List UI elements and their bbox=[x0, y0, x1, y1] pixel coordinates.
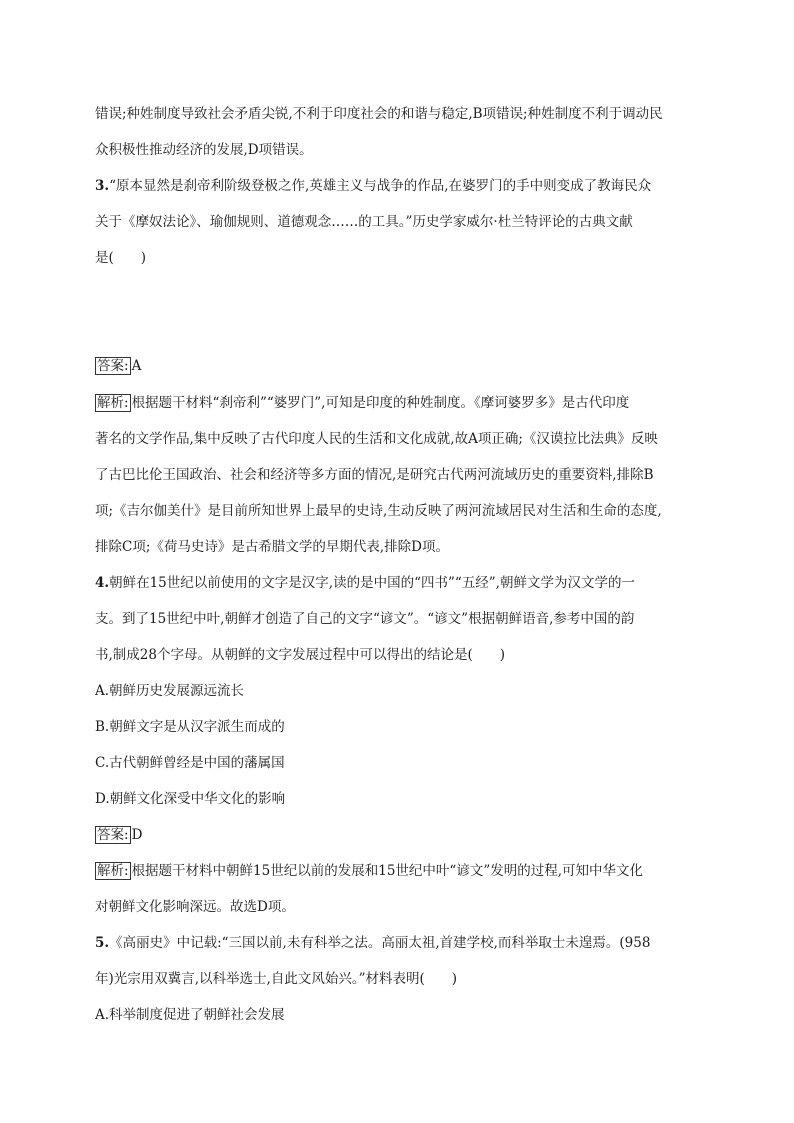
analysis-text: 根据题干材料“刹帝利”“婆罗门”,可知是印度的种姓制度。《摩诃婆罗多》是古代印度 bbox=[131, 395, 630, 411]
question-4-option-c[interactable]: C.古代朝鲜曾经是中国的藩属国 bbox=[95, 755, 285, 771]
answer-value: A bbox=[131, 358, 142, 374]
question-4-stem-line-2: 支。到了15世纪中叶,朝鲜才创造了自己的文字“谚文”。“谚文”根据朝鲜语音,参考中国的韵 bbox=[95, 611, 635, 627]
analysis-label: 解析: bbox=[97, 395, 129, 411]
question-number: 5. bbox=[95, 935, 110, 951]
question-3-stem-line-1 bbox=[95, 176, 705, 196]
analysis-continuation-line-1: 错误;种姓制度导致社会矛盾尖锐,不利于印度社会的和谐与稳定,B项错误;种姓制度不利于调动民 bbox=[95, 106, 663, 122]
stem-text: “原本显然是刹帝利阶级登极之作,英雄主义与战争的作品,在婆罗门的手中则变成了教诲民众 bbox=[109, 178, 652, 194]
question-4-option-d[interactable]: D.朝鲜文化深受中华文化的影响 bbox=[95, 791, 286, 807]
analysis-label: 解析: bbox=[97, 863, 129, 879]
question-4-answer bbox=[95, 825, 705, 845]
answer-label: 答案: bbox=[97, 358, 129, 374]
question-3-analysis-line-5: 排除C项;《荷马史诗》是古希腊文学的早期代表,排除D项。 bbox=[95, 539, 449, 555]
answer-label: 答案: bbox=[97, 827, 129, 843]
answer-value: D bbox=[131, 827, 143, 843]
question-3-analysis-line-2: 著名的文学作品,集中反映了古代印度人民的生活和文化成就,故A项正确;《汉谟拉比法典》反映 bbox=[95, 431, 658, 447]
question-4-analysis-line-2: 对朝鲜文化影响深远。故选D项。 bbox=[95, 899, 295, 915]
question-4-stem-line-3: 书,制成28个字母。从朝鲜的文字发展过程中可以得出的结论是( ) bbox=[95, 647, 506, 663]
question-5-option-a[interactable]: A.科举制度促进了朝鲜社会发展 bbox=[95, 1007, 285, 1023]
question-number: 4. bbox=[95, 575, 110, 591]
stem-text: 《高丽史》中记载:“三国以前,未有科举之法。高丽太祖,首建学校,而科举取士未遑焉。(958 bbox=[109, 935, 651, 951]
question-number: 3. bbox=[95, 178, 110, 194]
question-4-option-a[interactable]: A.朝鲜历史发展源远流长 bbox=[95, 683, 245, 699]
stem-text: 朝鲜在15世纪以前使用的文字是汉字,读的是中国的“四书”“五经”,朝鲜文学为汉文学的一 bbox=[109, 575, 635, 591]
question-4-option-b[interactable]: B.朝鲜文字是从汉字派生而成的 bbox=[95, 719, 285, 735]
question-3-analysis-line-3: 了古巴比伦王国政治、社会和经济等多方面的情况,是研究古代两河流域历史的重要资料,排除B bbox=[95, 467, 654, 483]
analysis-continuation-line-2: 众积极性推动经济的发展,D项错误。 bbox=[95, 142, 313, 158]
analysis-text: 根据题干材料中朝鲜15世纪以前的发展和15世纪中叶“谚文”发明的过程,可知中华文化 bbox=[131, 863, 644, 879]
question-4-stem-line-1 bbox=[95, 573, 705, 593]
question-4-analysis-line-1 bbox=[95, 861, 705, 881]
question-3-analysis-line-1 bbox=[95, 393, 705, 413]
question-3-stem-line-2: 关于《摩奴法论》、瑜伽规则、道德观念……的工具。”历史学家威尔·杜兰特评论的古典文献 bbox=[95, 214, 633, 230]
question-3-answer bbox=[95, 356, 705, 376]
question-3-stem-line-3: 是( ) bbox=[95, 250, 147, 266]
question-5-stem-line-2: 年)光宗用双冀言,以科举选士,自此文风始兴。”材料表明( ) bbox=[95, 971, 458, 987]
question-5-stem-line-1 bbox=[95, 933, 705, 953]
question-3-analysis-line-4: 项;《吉尔伽美什》是目前所知世界上最早的史诗,生动反映了两河流域居民对生活和生命的态度, bbox=[95, 503, 662, 519]
